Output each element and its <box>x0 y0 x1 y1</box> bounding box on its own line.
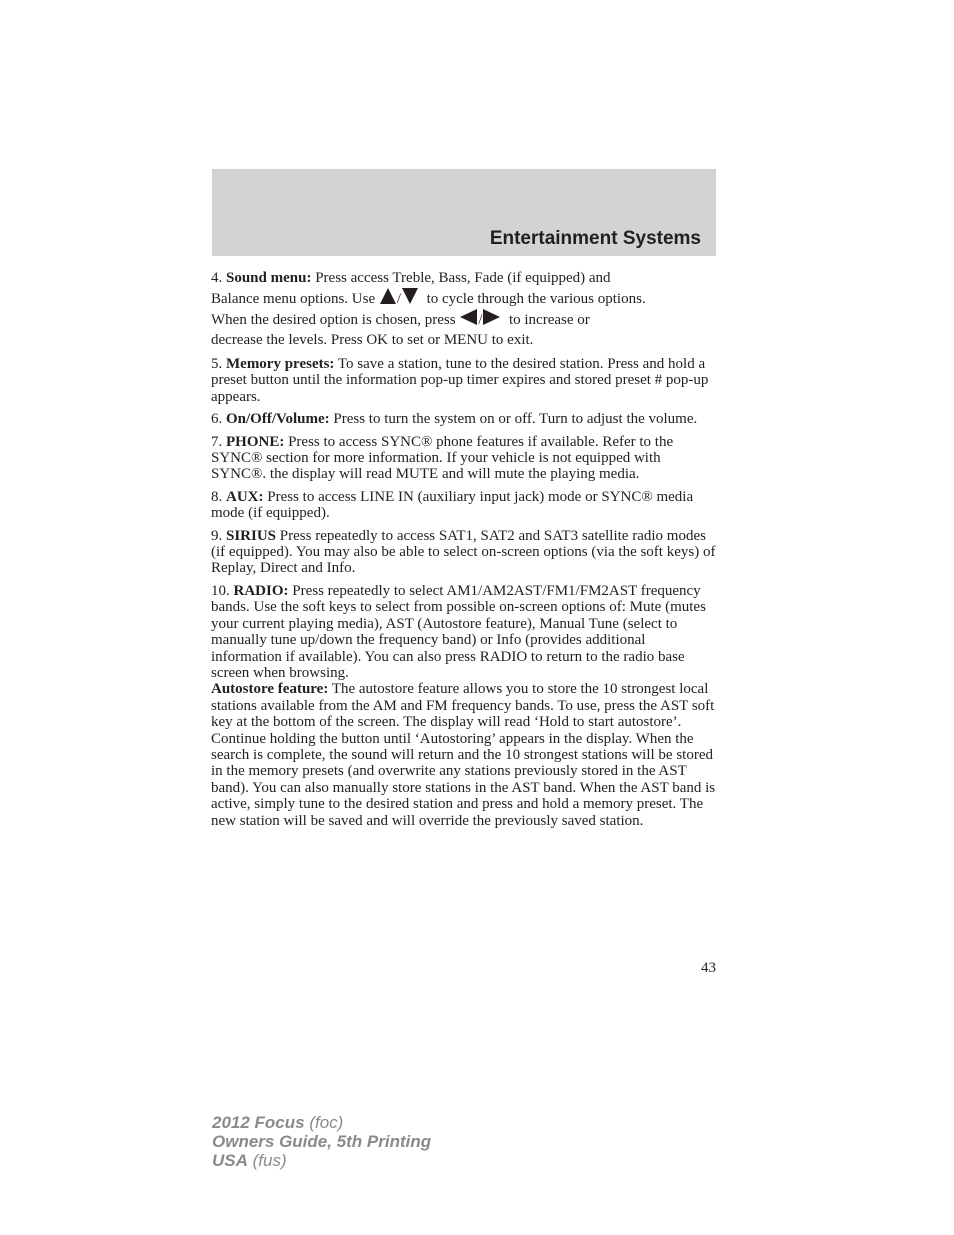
up-arrow-icon <box>380 288 396 304</box>
item-label: SIRIUS <box>226 527 277 544</box>
footer-line-region: USA (fus) <box>212 1151 287 1170</box>
item-label: Memory presets: <box>226 356 335 372</box>
right-arrow-icon <box>483 309 500 325</box>
item-sirius: 9. SIRIUS Press repeatedly to access SAT1, SAT2 and SAT3 satellite radio modes (if equipped). You may also be able to select on-screen options (via the soft keys) of Replay, Direct and Info. <box>211 527 716 577</box>
item-label: Autostore feature: <box>211 681 329 698</box>
item-label: RADIO: <box>233 582 289 599</box>
section-title: Entertainment Systems <box>489 228 701 249</box>
footer-line-printing: Owners Guide, 5th Printing <box>212 1132 432 1151</box>
page-number: 43 <box>701 960 716 976</box>
footer-edition-info <box>212 1113 431 1170</box>
item-label: On/Off/Volume: <box>226 411 330 428</box>
item-on-off-volume: 6. On/Off/Volume: Press to turn the system on or off. Turn to adjust the volume. <box>211 411 698 428</box>
item-label: AUX: <box>226 488 264 505</box>
section-header-band <box>212 169 716 256</box>
left-arrow-icon <box>460 309 477 325</box>
item-label: Sound menu: <box>226 270 312 286</box>
item-radio: 10. RADIO: Press repeatedly to select AM1/AM2AST/FM1/FM2AST frequency bands. Use the soft keys to select from possible on-screen options of: Mute (mutes your current playing media), AST (Autostore feature), Manual Tune (select to manually tune up/down the frequency band) or Info (provides additional information if available). You can also press RADIO to return to the radio base screen when browsing. <box>211 582 706 681</box>
item-aux: 8. AUX: Press to access LINE IN (auxiliary input jack) mode or SYNC® media mode (if equipped). <box>211 488 694 522</box>
footer-line-model: 2012 Focus (foc) <box>212 1113 344 1132</box>
item-memory-presets: 5. Memory presets: To save a station, tune to the desired station. Press and hold a preset button until the information pop-up timer expires and stored preset # pop-up appears. <box>211 356 709 405</box>
down-arrow-icon <box>402 288 418 304</box>
item-label: PHONE: <box>226 433 285 450</box>
item-phone: 7. PHONE: Press to access SYNC® phone features if available. Refer to the SYNC® section for more information. If your vehicle is not equipped with SYNC®. the display will read MUTE and will mute the playing media. <box>211 433 674 483</box>
item-autostore-feature: Autostore feature: The autostore feature allows you to store the 10 strongest local stations available from the AM and FM frequency bands. To use, press the AST soft key at the bottom of the screen. The display will read ‘Hold to start autostore’. Continue holding the button until ‘Autostoring’ appears in the display. When the search is complete, the sound will return and the 10 strongest stations will be stored in the memory presets (and overwrite any stations previously stored in the AST band). You can also manually store stations in the AST band. When the AST band is active, simply tune to the desired station and press and hold a memory preset. The new station will be saved and will override the previously saved station. <box>211 681 716 829</box>
item-sound-menu: 4. Sound menu: Press access Treble, Bass, Fade (if equipped) and Balance menu options. Use / to cycle through the various options. When the desired option is chosen, press / to increase or decrease the levels. Press OK to set or MENU to exit. <box>211 270 646 348</box>
page-content <box>211 268 717 835</box>
